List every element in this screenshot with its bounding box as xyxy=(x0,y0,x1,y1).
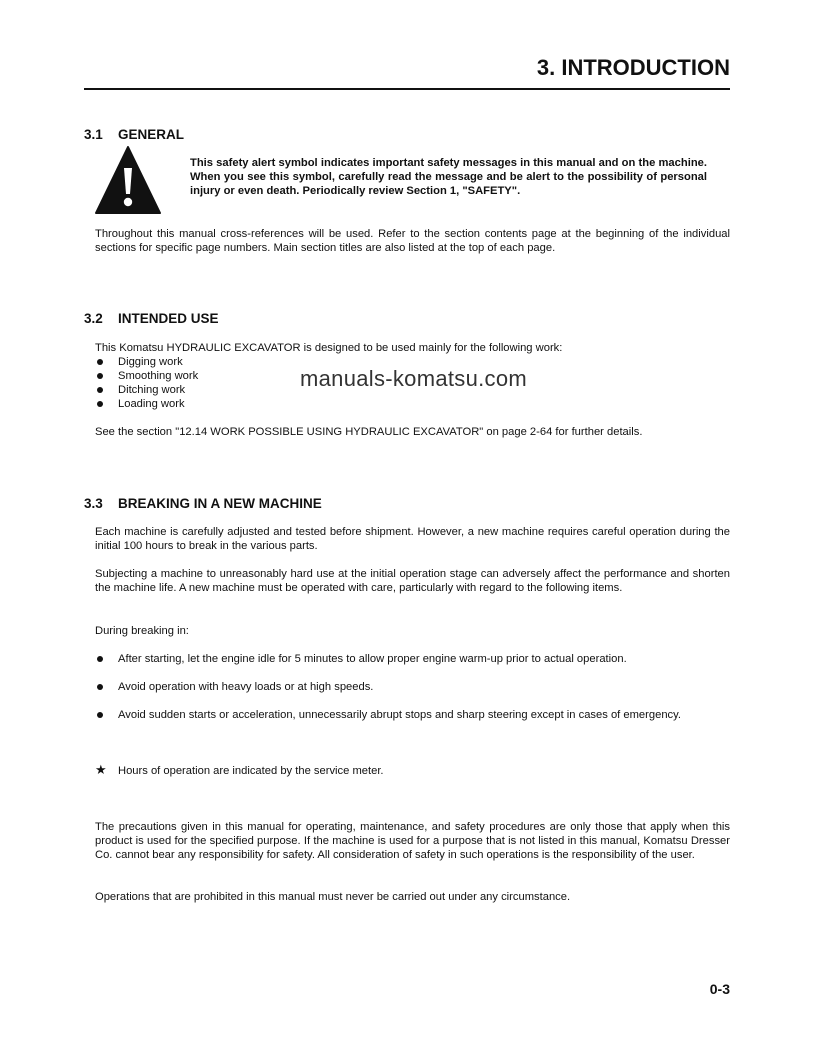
section-number: 3.2 xyxy=(84,311,103,326)
work-list xyxy=(95,355,275,411)
section-number: 3.1 xyxy=(84,127,103,142)
list-item: After starting, let the engine idle for 5 minutes to allow proper engine warm-up prior to actual operation. xyxy=(95,652,730,666)
section-heading-intended-use xyxy=(84,311,219,327)
watermark: manuals-komatsu.com xyxy=(300,366,527,391)
title-rule xyxy=(84,88,730,90)
section-title: INTENDED USE xyxy=(118,311,219,326)
list-item: Ditching work xyxy=(95,383,275,397)
intended-use-intro: This Komatsu HYDRAULIC EXCAVATOR is designed to be used mainly for the following work: xyxy=(95,342,563,354)
list-item: Avoid operation with heavy loads or at high speeds. xyxy=(95,680,730,694)
breaking-in-list xyxy=(95,652,730,736)
page-number: 0-3 xyxy=(709,981,730,997)
paragraph: Operations that are prohibited in this manual must never be carried out under any circumstance. xyxy=(95,891,571,903)
paragraph: The precautions given in this manual for operating, maintenance, and safety procedures are only those that apply when this product is used for the specified purpose. If the machine is used for a purpose that is not listed in this manual, Komatsu Dresser Co. cannot bear any responsibility for safety. All consideration of safety in such operations is the responsibility of the user. xyxy=(95,821,730,861)
section-title: GENERAL xyxy=(118,127,185,142)
list-item: Loading work xyxy=(95,397,275,411)
star-icon: ★ xyxy=(95,762,107,777)
paragraph: Subjecting a machine to unreasonably hard use at the initial operation stage can adversely affect the performance and shorten the machine life. A new machine must be operated with care, particularly with regard to the following items. xyxy=(95,568,730,594)
see-section-reference: See the section "12.14 WORK POSSIBLE USING HYDRAULIC EXCAVATOR" on page 2-64 for further details. xyxy=(95,426,643,438)
page-title: 3. INTRODUCTION xyxy=(536,55,730,80)
paragraph: Each machine is carefully adjusted and tested before shipment. However, a new machine requires careful operation during the initial 100 hours to break in the various parts. xyxy=(95,526,730,552)
safety-alert-triangle-icon xyxy=(95,146,161,214)
list-item: Digging work xyxy=(95,355,275,369)
paragraph: During breaking in: xyxy=(95,625,189,637)
service-meter-note xyxy=(95,764,730,778)
list-item: Smoothing work xyxy=(95,369,275,383)
cross-reference-paragraph: Throughout this manual cross-references will be used. Refer to the section contents page at the beginning of the individual sections for specific page numbers. Main section titles are also listed at the top of each page. xyxy=(95,228,730,254)
safety-alert-text: This safety alert symbol indicates important safety messages in this manual and on the machine. When you see this symbol, carefully read the message and be alert to the possibility of personal injury or even death. Periodically review Section 1, "SAFETY". xyxy=(190,157,707,197)
section-heading-general xyxy=(84,127,184,143)
section-heading-breaking-in xyxy=(84,496,322,512)
section-number: 3.3 xyxy=(84,496,103,511)
note-text: Hours of operation are indicated by the service meter. xyxy=(118,765,384,777)
section-title: BREAKING IN A NEW MACHINE xyxy=(118,496,322,511)
list-item: Avoid sudden starts or acceleration, unnecessarily abrupt stops and sharp steering except in cases of emergency. xyxy=(95,708,730,722)
